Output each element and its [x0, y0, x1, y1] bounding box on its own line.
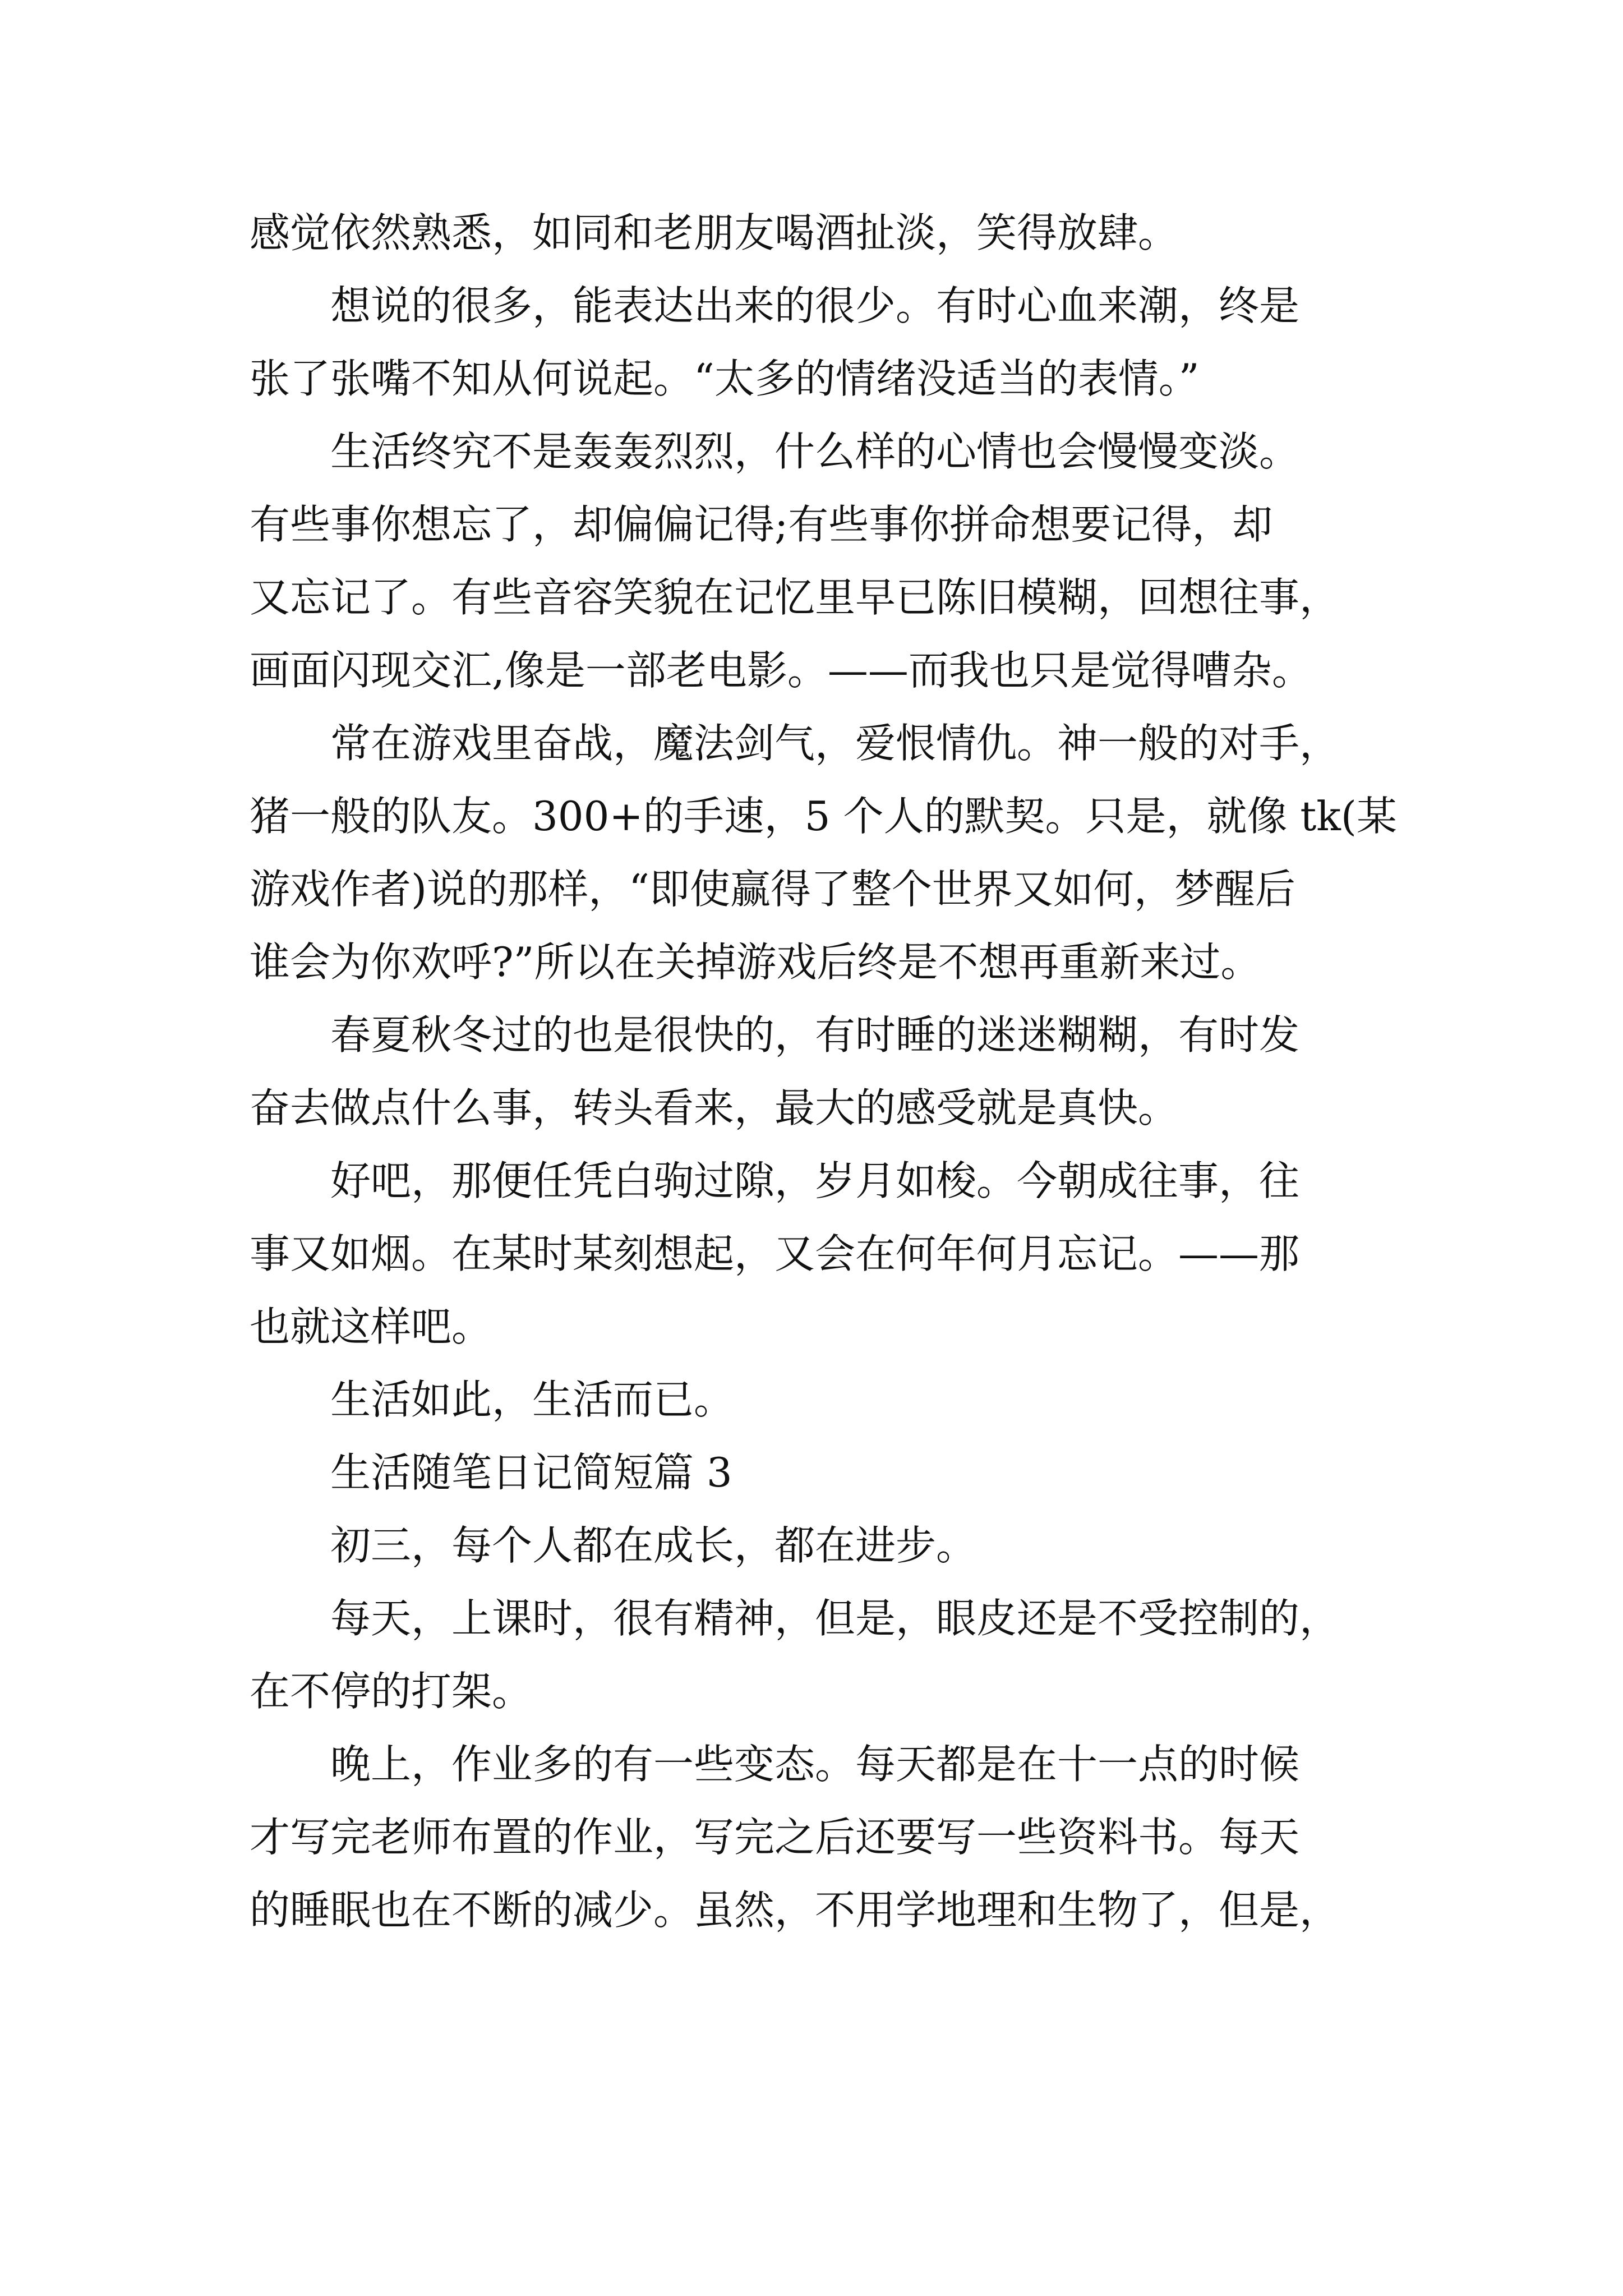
section-heading: 生活随笔日记简短篇 3: [330, 1449, 732, 1496]
text-line: 也就这样吧。: [250, 1303, 492, 1350]
text-line: 初三，每个人都在成长，都在进步。: [330, 1522, 977, 1569]
text-line: 谁会为你欢呼?”所以在关掉游戏后终是不想再重新来过。: [250, 938, 1261, 986]
text-line: 春夏秋冬过的也是很快的，有时睡的迷迷糊糊，有时发: [330, 1011, 1300, 1059]
text-line: 每天，上课时，很有精神，但是，眼皮还是不受控制的，: [330, 1595, 1340, 1642]
text-line: 奋去做点什么事，转头看来，最大的感受就是真快。: [250, 1084, 1179, 1131]
text-line: 常在游戏里奋战，魔法剑气，爱恨情仇。神一般的对手，: [330, 720, 1340, 767]
text-line: 好吧，那便任凭白驹过隙，岁月如梭。今朝成往事，往: [330, 1157, 1300, 1204]
text-line: 生活终究不是轰轰烈烈，什么样的心情也会慢慢变淡。: [330, 428, 1300, 475]
text-line: 在不停的打架。: [250, 1668, 533, 1715]
text-line: 生活如此，生活而已。: [330, 1376, 735, 1423]
document-body: [250, 196, 1399, 1947]
text-line: 事又如烟。在某时某刻想起，又会在何年何月忘记。——那: [250, 1230, 1300, 1277]
text-line: 张了张嘴不知从何说起。“太多的情绪没适当的表情。”: [250, 355, 1200, 402]
text-line: 画面闪现交汇,像是一部老电影。——而我也只是觉得嘈杂。: [250, 647, 1312, 694]
text-line: 猪一般的队友。300+的手速，5 个人的默契。只是，就像 tk(某: [250, 793, 1397, 840]
text-line: 的睡眠也在不断的减少。虽然，不用学地理和生物了，但是，: [250, 1887, 1340, 1934]
text-line: 想说的很多，能表达出来的很少。有时心血来潮，终是: [330, 282, 1300, 329]
text-line: 又忘记了。有些音容笑貌在记忆里早已陈旧模糊，回想往事，: [250, 574, 1340, 621]
text-line: 晚上，作业多的有一些变态。每天都是在十一点的时候: [330, 1741, 1300, 1788]
text-line: 感觉依然熟悉，如同和老朋友喝酒扯淡，笑得放肆。: [250, 209, 1179, 256]
text-line: 才写完老师布置的作业，写完之后还要写一些资料书。每天: [250, 1814, 1300, 1861]
text-line: 有些事你想忘了，却偏偏记得;有些事你拼命想要记得，却: [250, 501, 1273, 548]
text-line: 游戏作者)说的那样，“即使赢得了整个世界又如何，梦醒后: [250, 866, 1295, 913]
